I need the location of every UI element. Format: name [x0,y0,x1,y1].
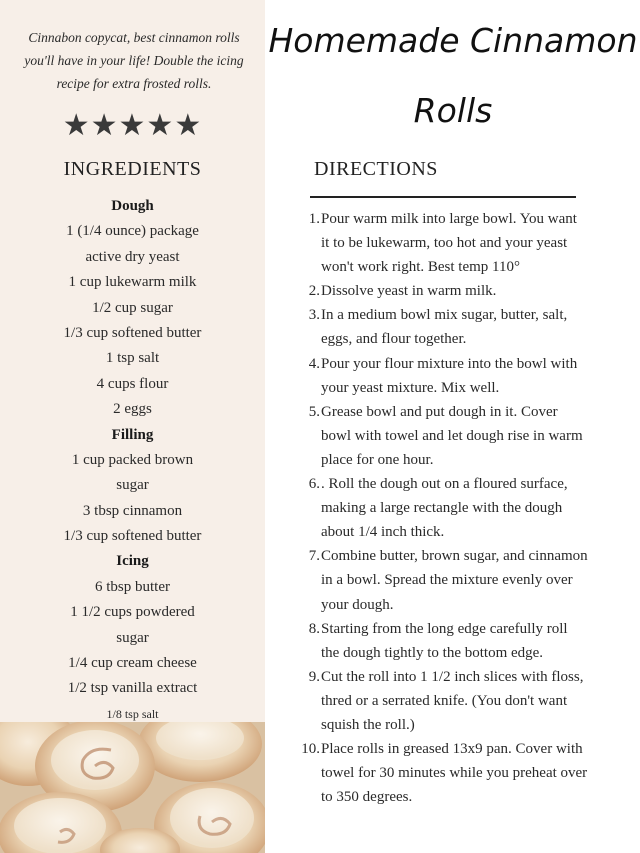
direction-step [298,303,588,351]
step-text: In a medium bowl mix sugar, butter, salt, eggs, and flour together. [321,307,568,348]
step-number: 1. [308,211,320,227]
ingredients-heading: INGREDIENTS [63,158,202,180]
step-number: 9. [308,668,320,685]
step-number: 3. [308,307,320,324]
ingredient-line: 1/3 cup softened butter [63,324,202,341]
star-rating-icon: ★★★★★ [62,108,203,143]
step-text: Dissolve yeast in warm milk. [321,283,497,300]
cinnamon-rolls-photo [0,722,265,853]
ingredient-line: sugar [116,629,149,646]
recipe-tagline: Cinnabon copycat, best cinnamon rolls you'll have in your life! Double the icing recipe for extra frosted rolls. [24,30,244,91]
directions-list [298,207,588,809]
direction-step [298,352,588,400]
ingredients-list [0,194,265,727]
filling-heading: Filling [111,426,154,443]
direction-step [298,400,588,472]
step-text: Pour warm milk into large bowl. You want it to be lukewarm, too hot and your yeast won't work right. Best temp 110° [321,211,577,276]
title-line-2: Rolls [413,91,493,130]
step-number: 7. [308,548,320,565]
direction-step [298,617,588,665]
ingredient-line: 1/8 tsp salt [106,706,159,721]
recipe-title [266,22,640,130]
step-text: Place rolls in greased 13x9 pan. Cover with towel for 30 minutes while you preheat over to 350 degrees. [321,741,588,806]
step-number: 6. [308,476,320,493]
step-text: Pour your flour mixture into the bowl with your yeast mixture. Mix well. [321,355,578,396]
ingredient-line: 1 cup lukewarm milk [68,274,197,291]
step-text: Starting from the long edge carefully roll the dough tightly to the bottom edge. [321,620,568,661]
ingredient-line: sugar [116,477,149,494]
directions-heading: DIRECTIONS [314,158,438,180]
step-number: 5. [308,403,320,420]
ingredient-line: 1/3 cup softened butter [63,528,202,545]
ingredient-line: 3 tbsp cinnamon [82,502,183,519]
ingredient-line: 1 tsp salt [105,350,160,367]
ingredient-line: 2 eggs [113,401,152,418]
ingredient-line: 1 1/2 cups powdered [70,604,195,621]
icing-heading: Icing [116,553,149,570]
dough-heading: Dough [111,198,154,214]
step-text: Cut the roll into 1 1/2 inch slices with floss, thred or a serrated knife. (You don't want squish the roll.) [321,668,584,733]
step-text: Combine butter, brown sugar, and cinnamon in a bowl. Spread the mixture evenly over your dough. [321,548,588,613]
ingredient-line: 1 (1/4 ounce) package [66,223,199,240]
direction-step [298,737,588,809]
ingredient-line: 1/4 cup cream cheese [68,655,197,672]
ingredient-line: 1/2 tsp vanilla extract [67,680,198,697]
step-number: 8. [308,620,320,637]
directions-divider [310,196,576,198]
step-number: 2. [308,283,320,300]
step-text: . Roll the dough out on a floured surface, making a large rectangle with the dough about 1/4 inch thick. [321,476,568,541]
ingredient-line: 1/2 cup sugar [92,299,173,316]
ingredient-line: 4 cups flour [96,375,169,392]
ingredient-line: 1 cup packed brown [71,451,194,468]
step-text: Grease bowl and put dough in it. Cover bowl with towel and let dough rise in warm place for one hour. [321,403,583,468]
direction-step [298,544,588,616]
cinnamon-rolls-image [0,722,265,853]
direction-step [298,665,588,737]
title-line-1: Homemade Cinnamon [268,21,638,60]
step-number: 4. [308,355,320,372]
ingredients-panel [0,0,265,853]
step-number: 10. [301,741,320,758]
ingredient-line: 6 tbsp butter [95,578,170,595]
ingredient-line: active dry yeast [85,248,180,265]
direction-step [298,279,588,303]
direction-step [298,472,588,544]
direction-step [298,207,588,279]
